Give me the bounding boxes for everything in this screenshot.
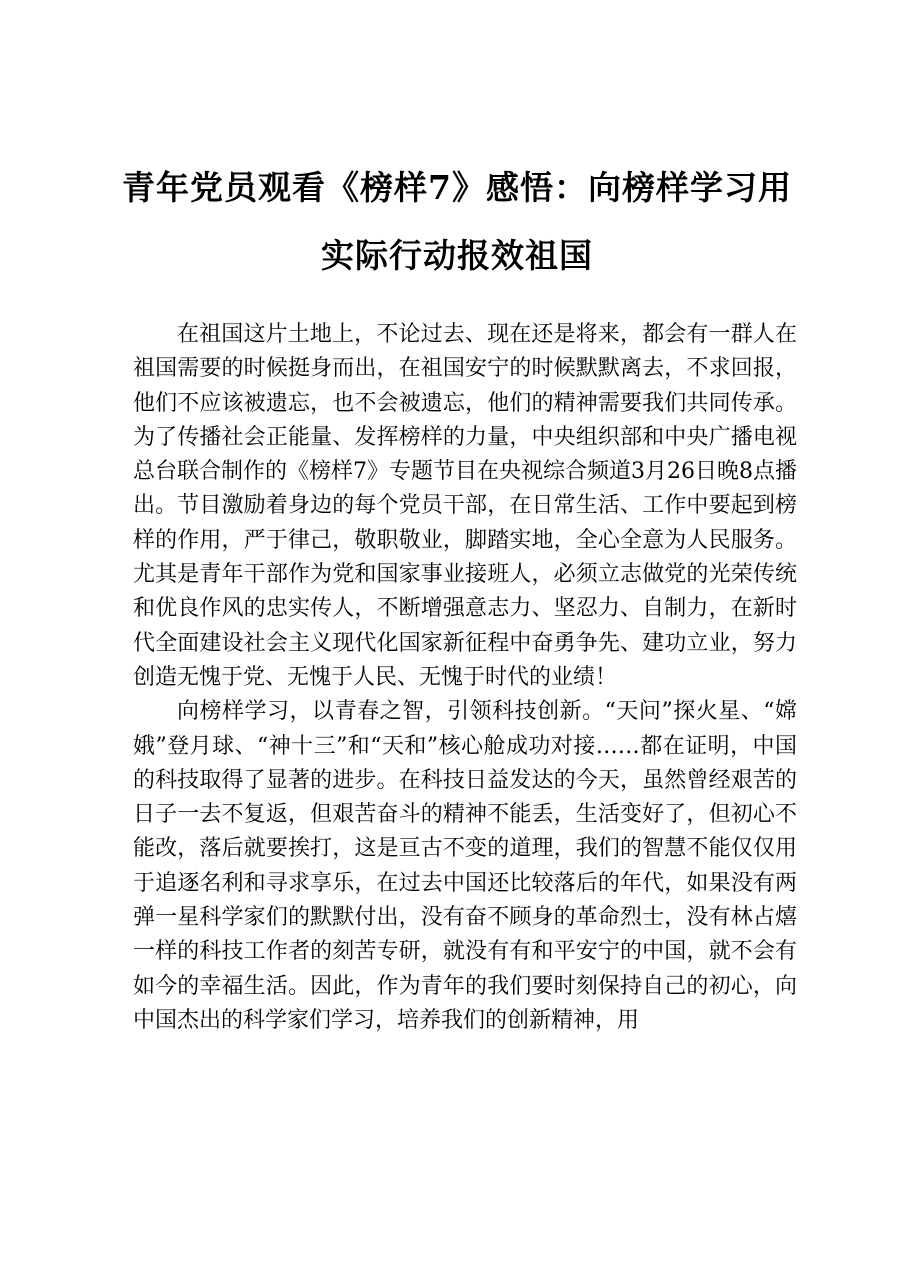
document-body bbox=[133, 318, 797, 1038]
title-line-2: 实际行动报效祖国 bbox=[321, 236, 593, 275]
body-paragraph-1: 在祖国这片土地上，不论过去、现在还是将来，都会有一群人在祖国需要的时候挺身而出，在祖国安宁的时候默默离去，不求回报，他们不应该被遗忘，也不会被遗忘，他们的精神需要我们共同传承。为了传播社会正能量、发挥榜样的力量，中央组织部和中央广播电视总台联合制作的《榜样7》专题节目在央视综合频道3月26日晚8点播出。节目激励着身边的每个党员干部，在日常生活、工作中要起到榜样的作用，严于律己，敬职敬业，脚踏实地，全心全意为人民服务。尤其是青年干部作为党和国家事业接班人，必须立志做党的光荣传统和优良作风的忠实传人，不断增强意志力、坚忍力、自制力，在新时代全面建设社会主义现代化国家新征程中奋勇争先、建功立业，努力创造无愧于党、无愧于人民、无愧于时代的业绩！ bbox=[133, 322, 797, 690]
document-title bbox=[118, 154, 796, 290]
title-line-1: 青年党员观看《榜样7》感悟：向榜样学习用 bbox=[122, 168, 792, 207]
body-paragraph-2: 向榜样学习，以青春之智，引领科技创新。“天问”探火星、“嫦娥”登月球、“神十三”和“天和”核心舱成功对接……都在证明，中国的科技取得了显著的进步。在科技日益发达的今天，虽然曾经艰苦的日子一去不复返，但艰苦奋斗的精神不能丢，生活变好了，但初心不能改，落后就要挨打，这是亘古不变的道理，我们的智慧不能仅仅用于追逐名利和寻求享乐，在过去中国还比较落后的年代，如果没有两弹一星科学家们的默默付出，没有奋不顾身的革命烈士，没有林占熺一样的科技工作者的刻苦专研，就没有有和平安宁的中国，就不会有如今的幸福生活。因此，作为青年的我们要时刻保持自己的初心，向中国杰出的科学家们学习，培养我们的创新精神，用 bbox=[133, 699, 797, 1033]
